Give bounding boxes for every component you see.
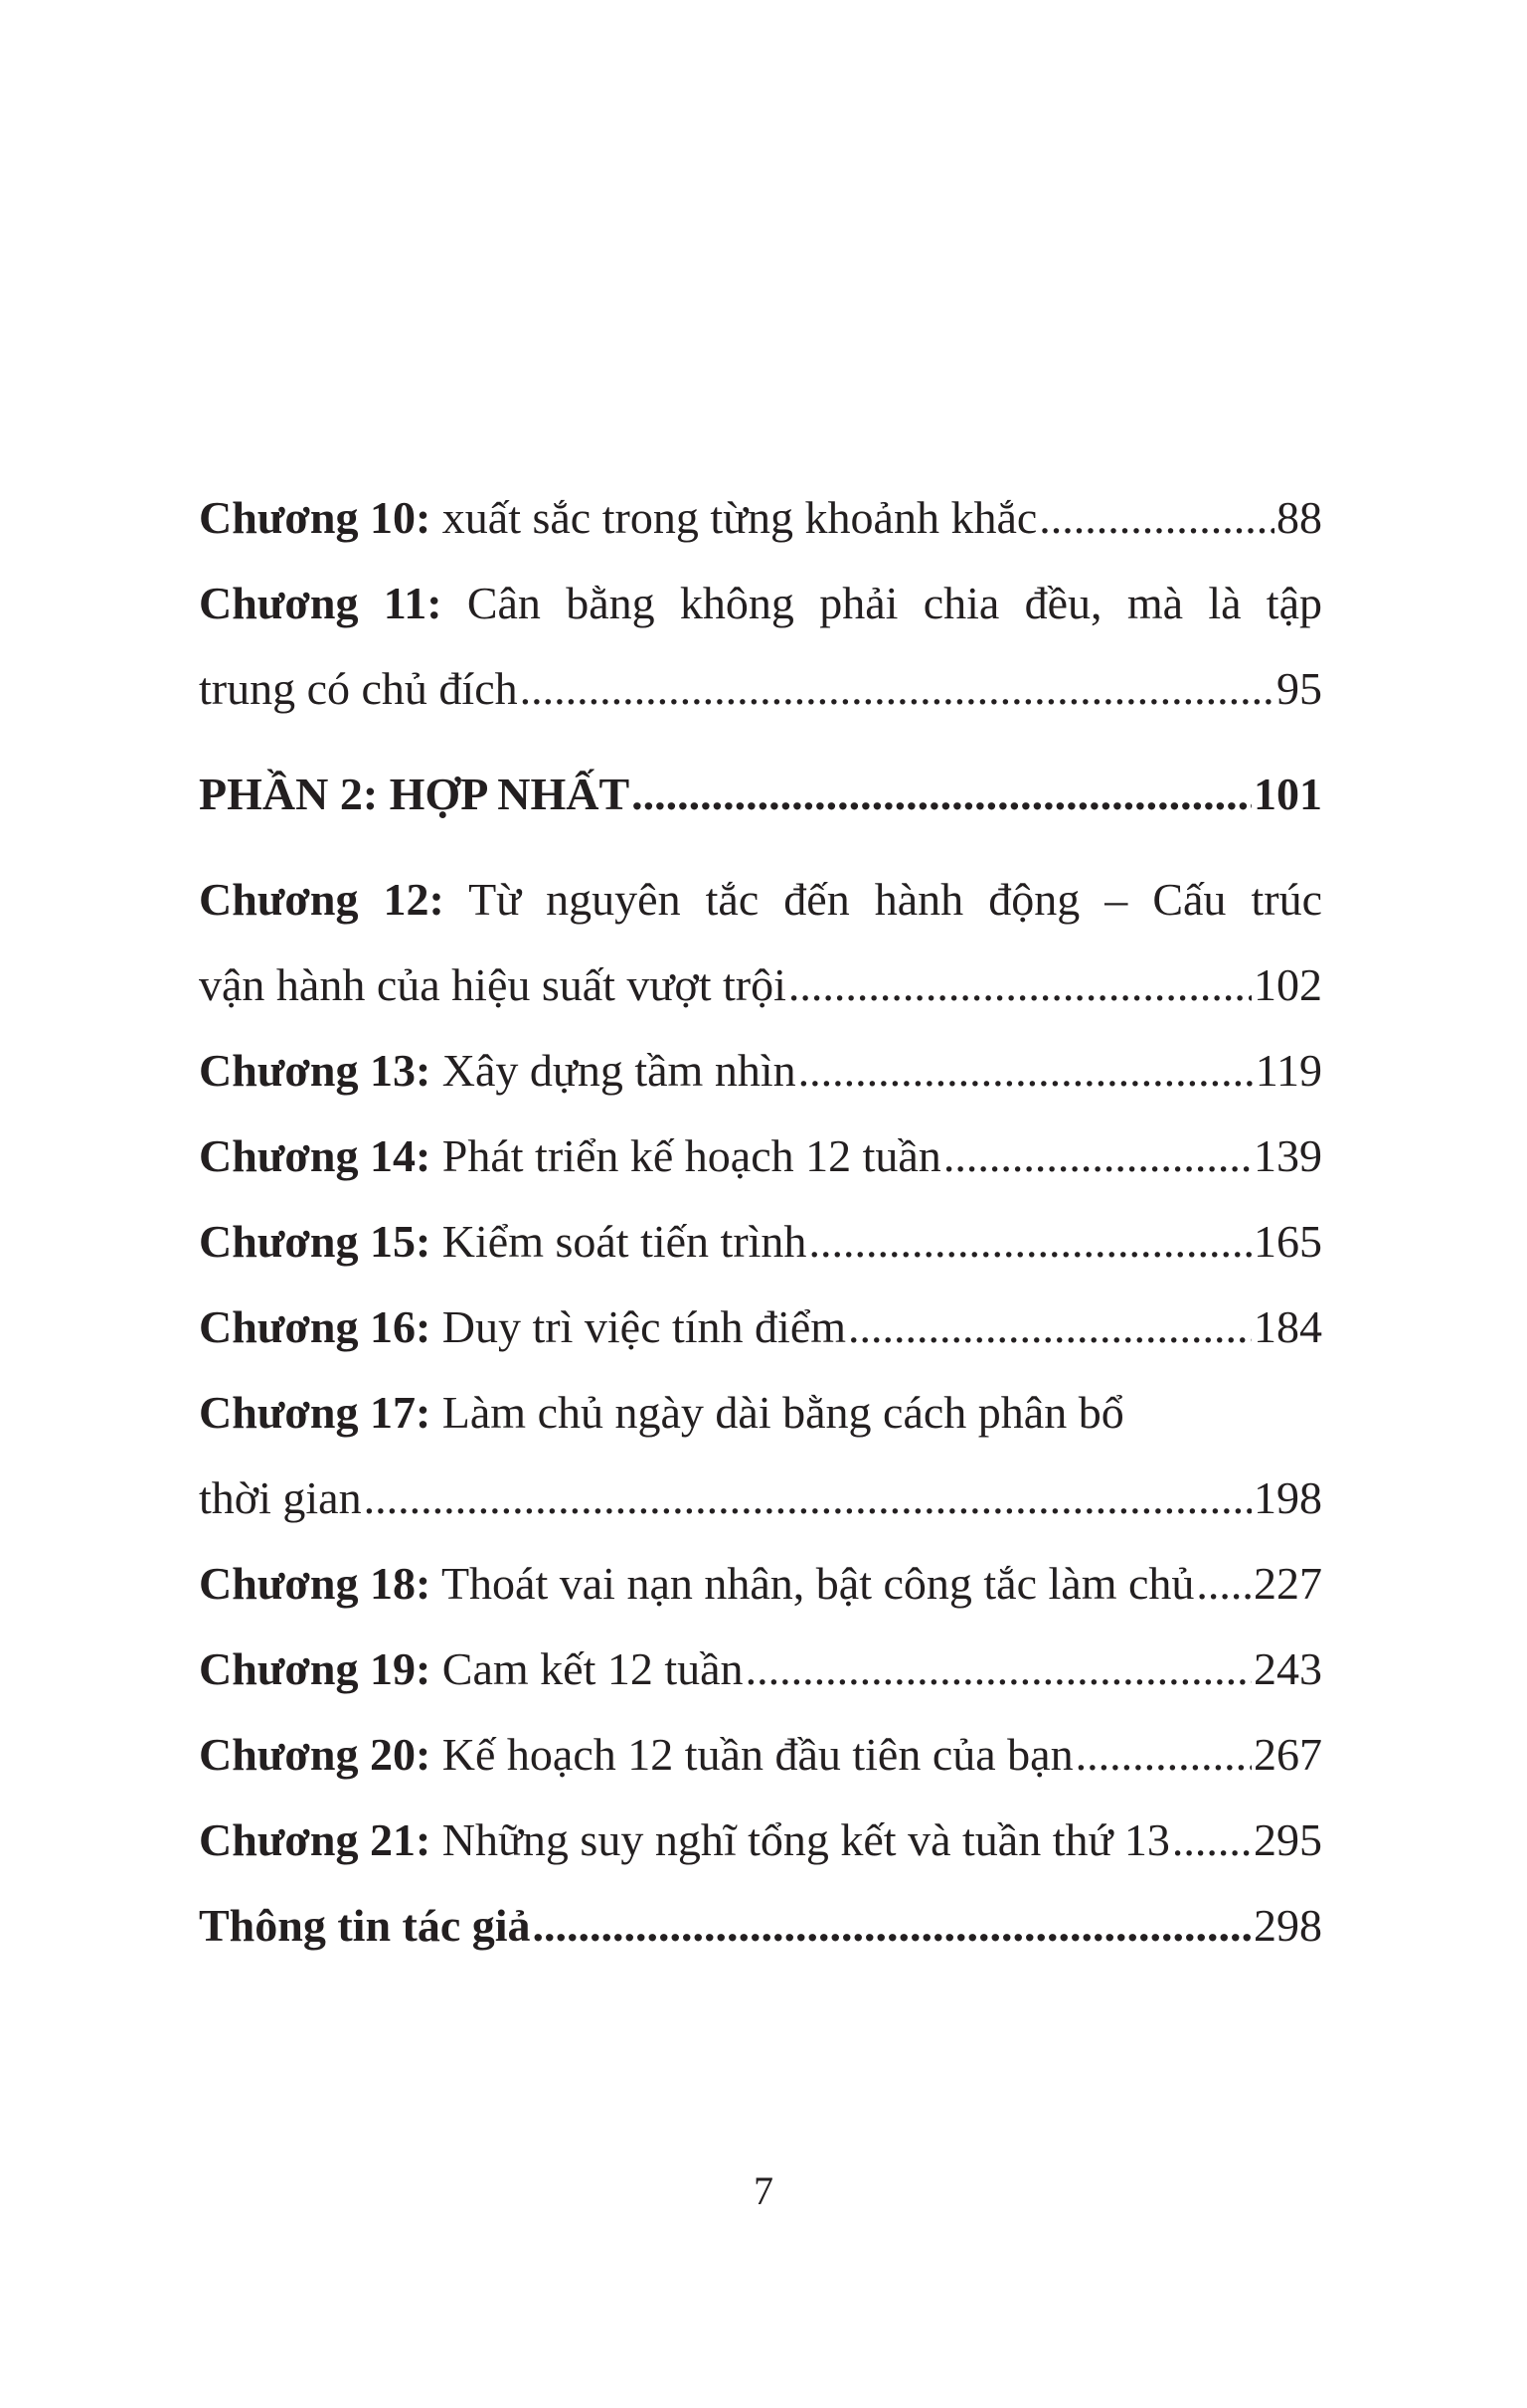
chapter-title-line1: Làm chủ ngày dài bằng cách phân bổ	[430, 1387, 1124, 1438]
leader-dots	[848, 1285, 1252, 1370]
toc-entry-chapter-18[interactable]	[199, 1541, 1322, 1627]
toc-entry-chapter-14[interactable]	[199, 1114, 1322, 1199]
leader-dots	[788, 943, 1252, 1028]
chapter-label: Chương 21:	[199, 1814, 431, 1865]
chapter-title: Cam kết 12 tuần	[430, 1643, 744, 1694]
leader-dots	[1172, 1798, 1252, 1883]
chapter-title-line1: Từ nguyên tắc đến hành động – Cấu trúc	[443, 874, 1323, 925]
chapter-label: Chương 15:	[199, 1216, 431, 1267]
chapter-title-line2: trung có chủ đích	[199, 663, 518, 714]
page-number: 95	[1276, 663, 1322, 714]
leader-dots	[943, 1114, 1252, 1199]
page-number: 295	[1254, 1814, 1322, 1865]
toc-entry-chapter-21[interactable]	[199, 1798, 1322, 1883]
leader-dots	[533, 1883, 1252, 1969]
toc-entry-chapter-10[interactable]	[199, 475, 1322, 561]
toc-entry-author-info[interactable]	[199, 1883, 1322, 1969]
leader-dots	[520, 646, 1274, 732]
chapter-title-line2: vận hành của hiệu suất vượt trội	[199, 959, 786, 1010]
page-number: 102	[1254, 959, 1322, 1010]
chapter-label: Chương 20:	[199, 1729, 431, 1780]
leader-dots	[798, 1028, 1254, 1114]
toc-entry-chapter-11[interactable]	[199, 561, 1322, 732]
toc-entry-chapter-13[interactable]	[199, 1028, 1322, 1114]
chapter-title-line1: Cân bằng không phải chia đều, mà là tập	[441, 578, 1322, 628]
chapter-title: Thoát vai nạn nhân, bật công tắc làm chủ	[430, 1558, 1195, 1609]
leader-dots	[1196, 1541, 1252, 1627]
toc-entry-chapter-19[interactable]	[199, 1627, 1322, 1712]
chapter-label: Chương 13:	[199, 1045, 431, 1096]
page-number: 227	[1254, 1558, 1322, 1609]
toc-entry-chapter-17[interactable]	[199, 1370, 1322, 1541]
page-number: 198	[1254, 1472, 1322, 1523]
chapter-label: Chương 11:	[199, 578, 442, 628]
page-number: 165	[1254, 1216, 1322, 1267]
page-number: 139	[1254, 1130, 1322, 1181]
chapter-title: xuất sắc trong từng khoảnh khắc	[430, 492, 1038, 543]
page-number: 119	[1255, 1045, 1322, 1096]
chapter-label: Chương 16:	[199, 1301, 431, 1352]
page-number: 298	[1254, 1900, 1322, 1951]
leader-dots	[364, 1456, 1252, 1541]
leader-dots	[808, 1199, 1252, 1285]
chapter-title-line2: thời gian	[199, 1472, 362, 1523]
chapter-title: Phát triển kế hoạch 12 tuần	[430, 1130, 941, 1181]
toc-entry-chapter-20[interactable]	[199, 1712, 1322, 1798]
leader-dots	[1039, 475, 1274, 561]
page-number: 88	[1276, 492, 1322, 543]
chapter-title: Những suy nghĩ tổng kết và tuần thứ 13	[430, 1814, 1170, 1865]
chapter-label: Chương 10:	[199, 492, 431, 543]
table-of-contents	[199, 475, 1322, 1969]
chapter-title: Duy trì việc tính điểm	[430, 1301, 847, 1352]
chapter-title: Kiểm soát tiến trình	[430, 1216, 807, 1267]
leader-dots	[1076, 1712, 1252, 1798]
chapter-label: Chương 14:	[199, 1130, 431, 1181]
page-number: 101	[1254, 769, 1322, 819]
chapter-title: Kế hoạch 12 tuần đầu tiên của bạn	[430, 1729, 1074, 1780]
page-number: 243	[1254, 1643, 1322, 1694]
leader-dots	[631, 752, 1252, 837]
toc-entry-chapter-12[interactable]	[199, 857, 1322, 1028]
toc-entry-chapter-15[interactable]	[199, 1199, 1322, 1285]
chapter-label: Chương 18:	[199, 1558, 431, 1609]
page-number: 184	[1254, 1301, 1322, 1352]
chapter-label: Chương 19:	[199, 1643, 431, 1694]
chapter-title: Xây dựng tầm nhìn	[430, 1045, 796, 1096]
author-info-title: Thông tin tác giả	[199, 1900, 531, 1951]
toc-entry-chapter-16[interactable]	[199, 1285, 1322, 1370]
page-number: 267	[1254, 1729, 1322, 1780]
leader-dots	[746, 1627, 1252, 1712]
part-title: PHẦN 2: HỢP NHẤT	[199, 769, 630, 819]
chapter-label: Chương 12:	[199, 874, 444, 925]
toc-entry-part-2[interactable]	[199, 752, 1322, 837]
chapter-label: Chương 17:	[199, 1387, 431, 1438]
footer-page-number: 7	[754, 2168, 773, 2213]
